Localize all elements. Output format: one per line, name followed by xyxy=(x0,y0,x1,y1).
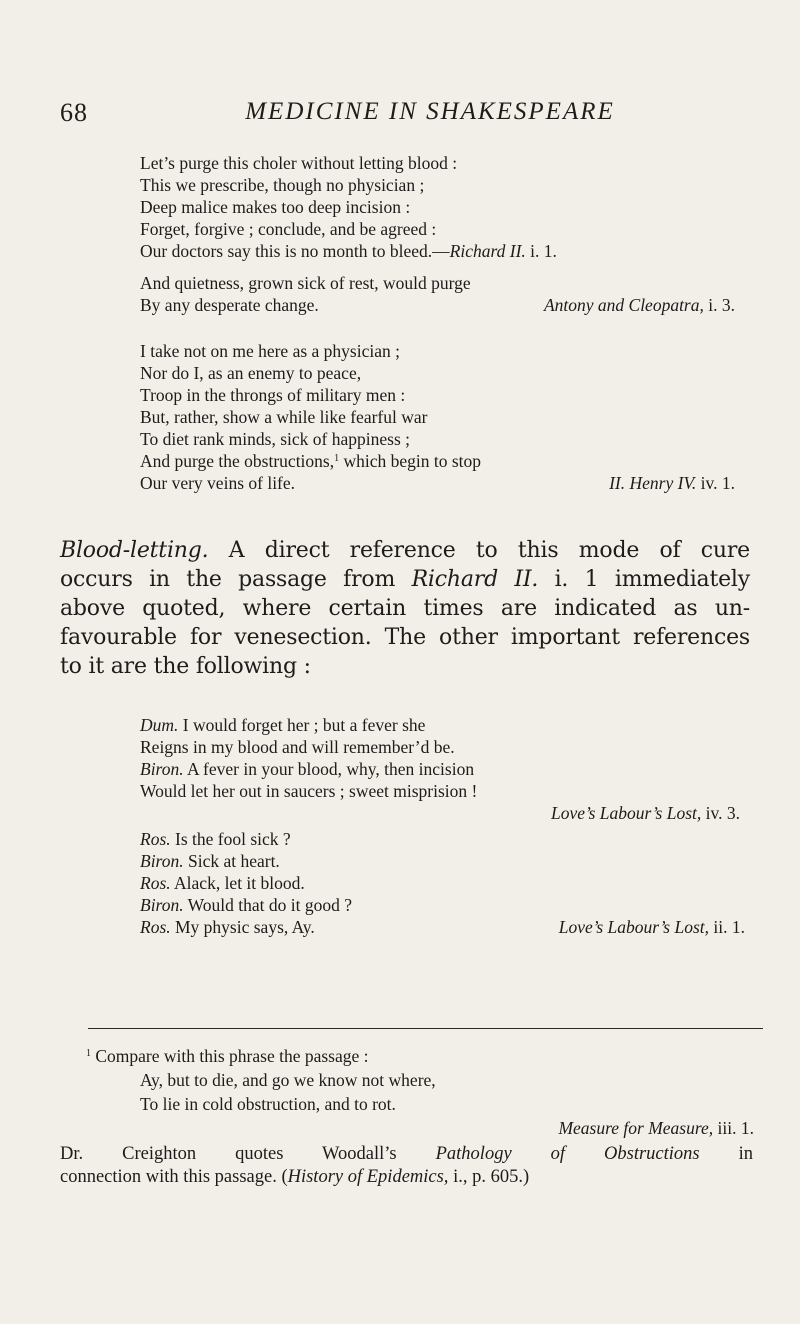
verse-line: But, rather, show a while like fearful war xyxy=(140,407,428,427)
quote-antony-cleopatra xyxy=(140,272,745,316)
verse-line-with-footnote xyxy=(140,450,745,472)
citation-ref: i. 1. xyxy=(525,241,557,261)
verse-line-with-citation xyxy=(140,294,745,316)
citation-dash: — xyxy=(432,241,450,261)
citation-work: Love’s Labour’s Lost, xyxy=(551,803,702,823)
paragraph-line: favourable for venesection. The other important references xyxy=(60,625,750,650)
paragraph-line: to it are the following : xyxy=(60,654,311,679)
dialogue-text: Sick at heart. xyxy=(183,851,280,871)
dialogue-line-with-citation xyxy=(140,916,745,938)
verse-text: which begin to stop xyxy=(339,451,482,471)
work-title: Pathology of Obstructions xyxy=(435,1144,700,1164)
verse-text: Our doctors say this is no month to bleed. xyxy=(140,241,433,261)
dialogue-text: My physic says, Ay. xyxy=(170,917,315,937)
citation xyxy=(609,472,735,494)
citation-work: Antony and Cleopatra, xyxy=(543,295,704,315)
speaker: Dum. xyxy=(140,715,179,735)
footnote-text: connection with this passage. ( xyxy=(60,1167,288,1187)
footnote-text: Dr. Creighton quotes Woodall’s xyxy=(60,1144,436,1164)
verse-line: To diet rank minds, sick of happiness ; xyxy=(140,429,410,449)
verse-line: Let’s purge this choler without letting blood : xyxy=(140,153,458,173)
footnote-text: in xyxy=(699,1144,753,1164)
citation xyxy=(551,802,740,824)
page-number: 68 xyxy=(60,98,88,127)
verse-text: Our very veins of life. xyxy=(140,473,296,493)
dialogue-line xyxy=(140,872,745,894)
citation-ref: i. 3. xyxy=(703,295,735,315)
page-header xyxy=(60,98,740,138)
verse-line: Nor do I, as an enemy to peace, xyxy=(140,363,362,383)
verse-text: By any desperate change. xyxy=(140,295,319,315)
quote-loves-labours-lost-iv xyxy=(140,714,745,824)
dialogue-line xyxy=(140,758,745,780)
speaker: Biron. xyxy=(140,851,184,871)
dialogue-text: Is the fool sick ? xyxy=(170,829,291,849)
dialogue-text: Would that do it good ? xyxy=(183,895,352,915)
footnote-verse-line: To lie in cold obstruction, and to rot. xyxy=(140,1094,396,1114)
footnote-citation xyxy=(558,1117,754,1139)
dialogue-line xyxy=(140,714,745,736)
work-title: Richard II. xyxy=(411,567,539,592)
work-title: History of Epidemics, xyxy=(287,1167,449,1187)
footnote-rule xyxy=(88,1028,763,1029)
dialogue-line xyxy=(140,894,745,916)
citation-line xyxy=(140,802,745,824)
dialogue-text: I would forget her ; but a fever she xyxy=(178,715,426,735)
running-title: MEDICINE IN SHAKESPEARE xyxy=(245,98,615,125)
verse-line-with-citation xyxy=(140,240,745,262)
quote-henry-iv xyxy=(140,340,745,494)
verse-line: This we prescribe, though no physician ; xyxy=(140,175,425,195)
dialogue-text: Alack, let it blood. xyxy=(170,873,305,893)
body-paragraph xyxy=(60,536,750,681)
speaker: Biron. xyxy=(140,759,184,779)
paragraph-text: i. 1 immediately xyxy=(538,567,750,592)
paragraph-text: A direct reference to this mode of cure xyxy=(208,538,750,563)
speaker: Ros. xyxy=(140,917,171,937)
citation-work: Richard II. xyxy=(449,241,526,261)
footnote-text: Compare with this phrase the passage : xyxy=(95,1046,369,1066)
paragraph-text: occurs in the passage from xyxy=(60,567,412,592)
footnote-line xyxy=(60,1166,753,1189)
footnote-text: i., p. 605.) xyxy=(448,1167,530,1187)
footnote-intro xyxy=(86,1045,369,1067)
speaker: Biron. xyxy=(140,895,184,915)
dialogue-line xyxy=(140,828,745,850)
citation-ref: ii. 1. xyxy=(709,917,745,937)
paragraph-line: above quoted, where certain times are indicated as un- xyxy=(60,596,750,621)
paragraph-line xyxy=(60,565,750,594)
citation-work: Measure for Measure, xyxy=(558,1118,714,1138)
paragraph-line xyxy=(60,536,750,565)
dialogue-line xyxy=(140,850,745,872)
citation-work: II. Henry IV. xyxy=(609,473,697,493)
verse-text: And purge the obstructions, xyxy=(140,451,335,471)
dialogue-line: Would let her out in saucers ; sweet misprision ! xyxy=(140,781,478,801)
citation xyxy=(559,916,745,938)
verse-line: Troop in the throngs of military men : xyxy=(140,385,406,405)
footnote-marker: 1 xyxy=(86,1048,91,1059)
footnote-marker: 1 xyxy=(334,453,340,464)
verse-line: Deep malice makes too deep incision : xyxy=(140,197,411,217)
verse-line: Forget, forgive ; conclude, and be agreed : xyxy=(140,219,437,239)
footnote-body xyxy=(60,1143,753,1189)
citation-ref: iv. 3. xyxy=(701,803,740,823)
dialogue-text: A fever in your blood, why, then incision xyxy=(183,759,475,779)
section-heading: Blood-letting. xyxy=(60,538,209,563)
citation-ref: iii. 1. xyxy=(713,1118,754,1138)
verse-line: And quietness, grown sick of rest, would purge xyxy=(140,273,471,293)
footnote-verse-line: Ay, but to die, and go we know not where, xyxy=(140,1070,436,1090)
footnote-line xyxy=(60,1143,753,1166)
speaker: Ros. xyxy=(140,829,171,849)
speaker: Ros. xyxy=(140,873,171,893)
quote-loves-labours-lost-ii xyxy=(140,828,745,938)
citation-work: Love’s Labour’s Lost, xyxy=(558,917,710,937)
quote-richard-ii xyxy=(140,152,745,262)
citation xyxy=(544,294,735,316)
citation-ref: iv. 1. xyxy=(696,473,735,493)
verse-line: I take not on me here as a physician ; xyxy=(140,341,400,361)
verse-line-with-citation xyxy=(140,472,745,494)
dialogue-line: Reigns in my blood and will remember’d be. xyxy=(140,737,455,757)
